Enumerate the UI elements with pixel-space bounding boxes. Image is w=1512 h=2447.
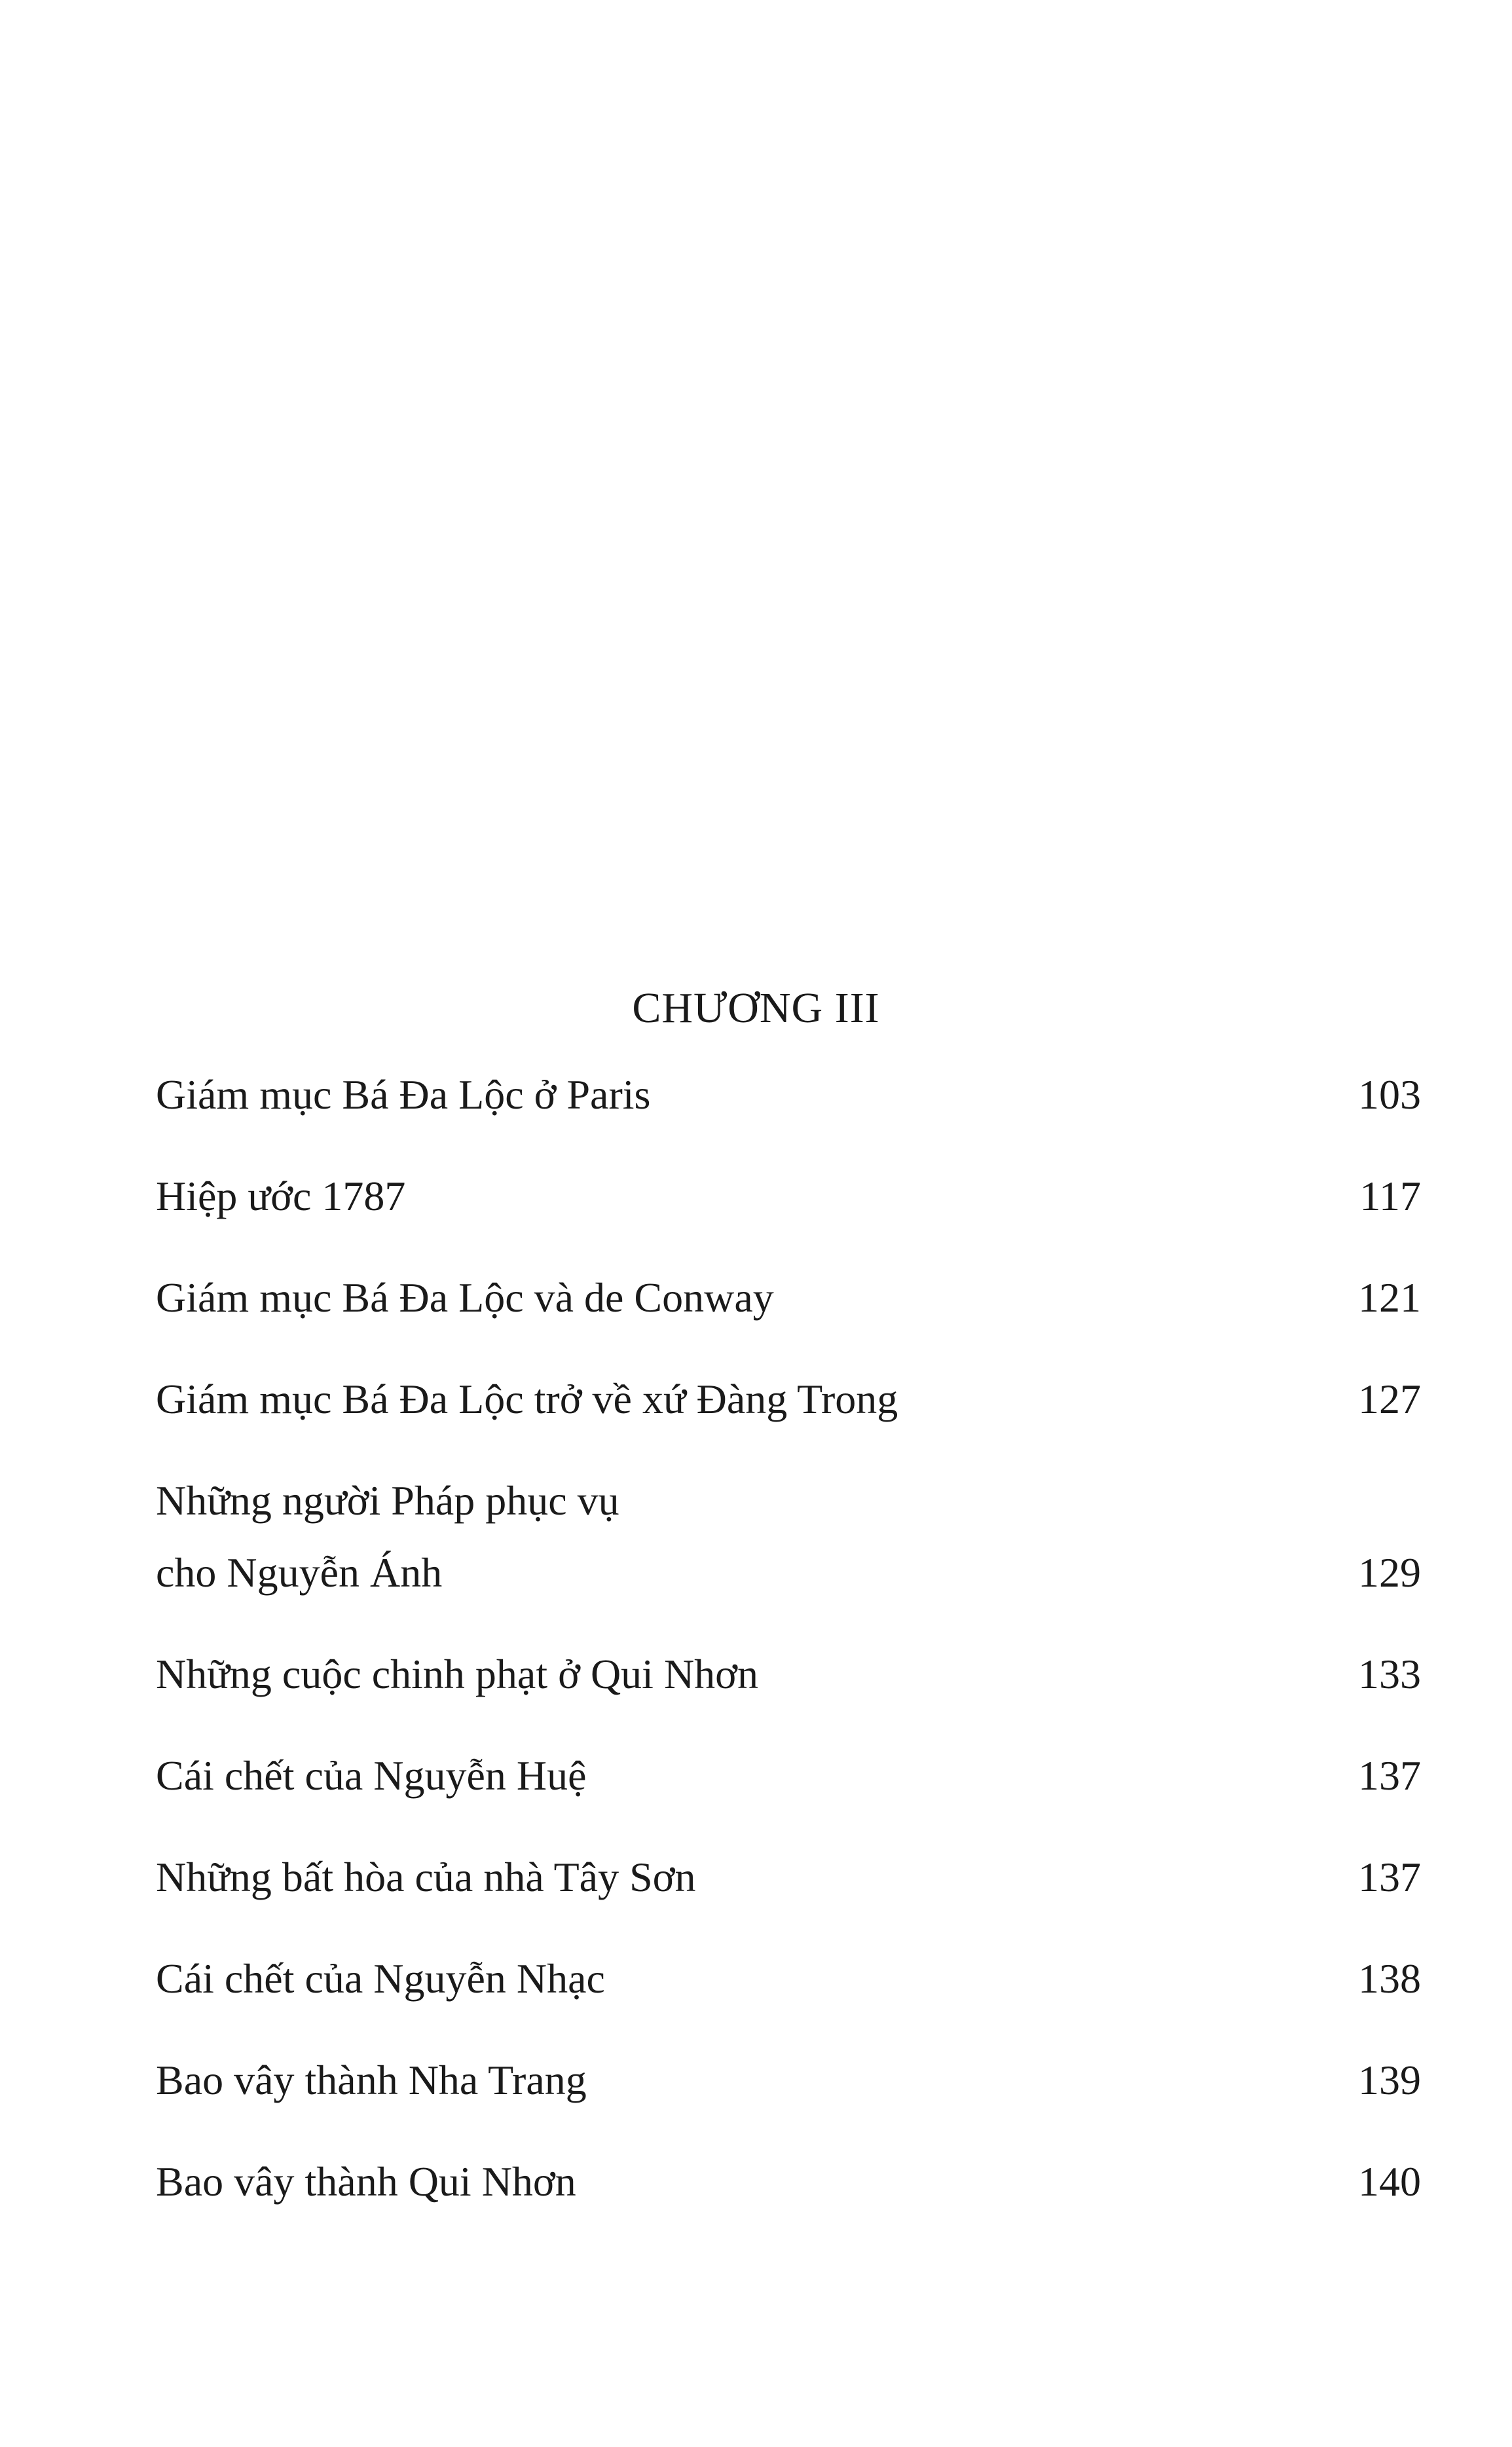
toc-entry-page: 129 <box>1358 1549 1421 1596</box>
toc-entry-title-line: Những bất hòa của nhà Tây Sơn <box>156 1854 696 1900</box>
toc-entry-page: 137 <box>1358 1854 1421 1900</box>
toc-entry-title <box>156 1373 898 1426</box>
toc-entry <box>156 1272 1421 1324</box>
toc-entry-page: 103 <box>1358 1071 1421 1118</box>
toc-entry-title-line: Giám mục Bá Đa Lộc ở Paris <box>156 1071 651 1118</box>
toc-entry-page: 140 <box>1358 2158 1421 2205</box>
toc-entry-title-line: Bao vây thành Qui Nhơn <box>156 2158 576 2205</box>
toc-entry <box>156 1170 1421 1223</box>
toc-entry-page: 121 <box>1358 1274 1421 1321</box>
toc-entry <box>156 1373 1421 1426</box>
toc-entry-title-line: Giám mục Bá Đa Lộc và de Conway <box>156 1274 774 1321</box>
toc-entry-page: 133 <box>1358 1651 1421 1697</box>
toc-entry-title <box>156 1648 758 1701</box>
toc-entry <box>156 2156 1421 2208</box>
toc-entry-title <box>156 2156 576 2208</box>
toc-entry-title <box>156 1750 587 1802</box>
toc-entry-title-line: Hiệp ước 1787 <box>156 1173 406 1219</box>
toc-entry-page: 138 <box>1358 1955 1421 2002</box>
toc-entry <box>156 1475 1421 1599</box>
toc-entry-title <box>156 2054 587 2107</box>
toc-entry <box>156 1069 1421 1121</box>
toc-entry <box>156 1953 1421 2005</box>
table-of-contents <box>156 1069 1421 2257</box>
toc-entry-title-line: Những cuộc chinh phạt ở Qui Nhơn <box>156 1651 758 1697</box>
toc-entry-title-line: Giám mục Bá Đa Lộc trở về xứ Đàng Trong <box>156 1376 898 1422</box>
chapter-heading: CHƯƠNG III <box>632 984 880 1032</box>
toc-entry <box>156 1648 1421 1701</box>
toc-entry-page: 117 <box>1359 1173 1421 1219</box>
toc-entry-title <box>156 1475 619 1599</box>
toc-entry <box>156 1750 1421 1802</box>
toc-entry <box>156 1851 1421 1904</box>
toc-entry-title-line: Cái chết của Nguyễn Nhạc <box>156 1955 605 2002</box>
toc-entry <box>156 2054 1421 2107</box>
toc-entry-title <box>156 1272 774 1324</box>
toc-entry-title <box>156 1069 650 1121</box>
toc-entry-page: 127 <box>1358 1376 1421 1422</box>
toc-entry-title-line: cho Nguyễn Ánh <box>156 1549 443 1596</box>
toc-entry-title-line: Cái chết của Nguyễn Huệ <box>156 1752 587 1799</box>
toc-entry-title <box>156 1953 605 2005</box>
toc-entry-page: 139 <box>1358 2057 1421 2103</box>
toc-entry-title <box>156 1170 405 1223</box>
toc-entry-page: 137 <box>1358 1752 1421 1799</box>
toc-entry-title-line: Những người Pháp phục vụ <box>156 1477 619 1524</box>
toc-entry-title-line: Bao vây thành Nha Trang <box>156 2057 587 2103</box>
toc-entry-title <box>156 1851 696 1904</box>
